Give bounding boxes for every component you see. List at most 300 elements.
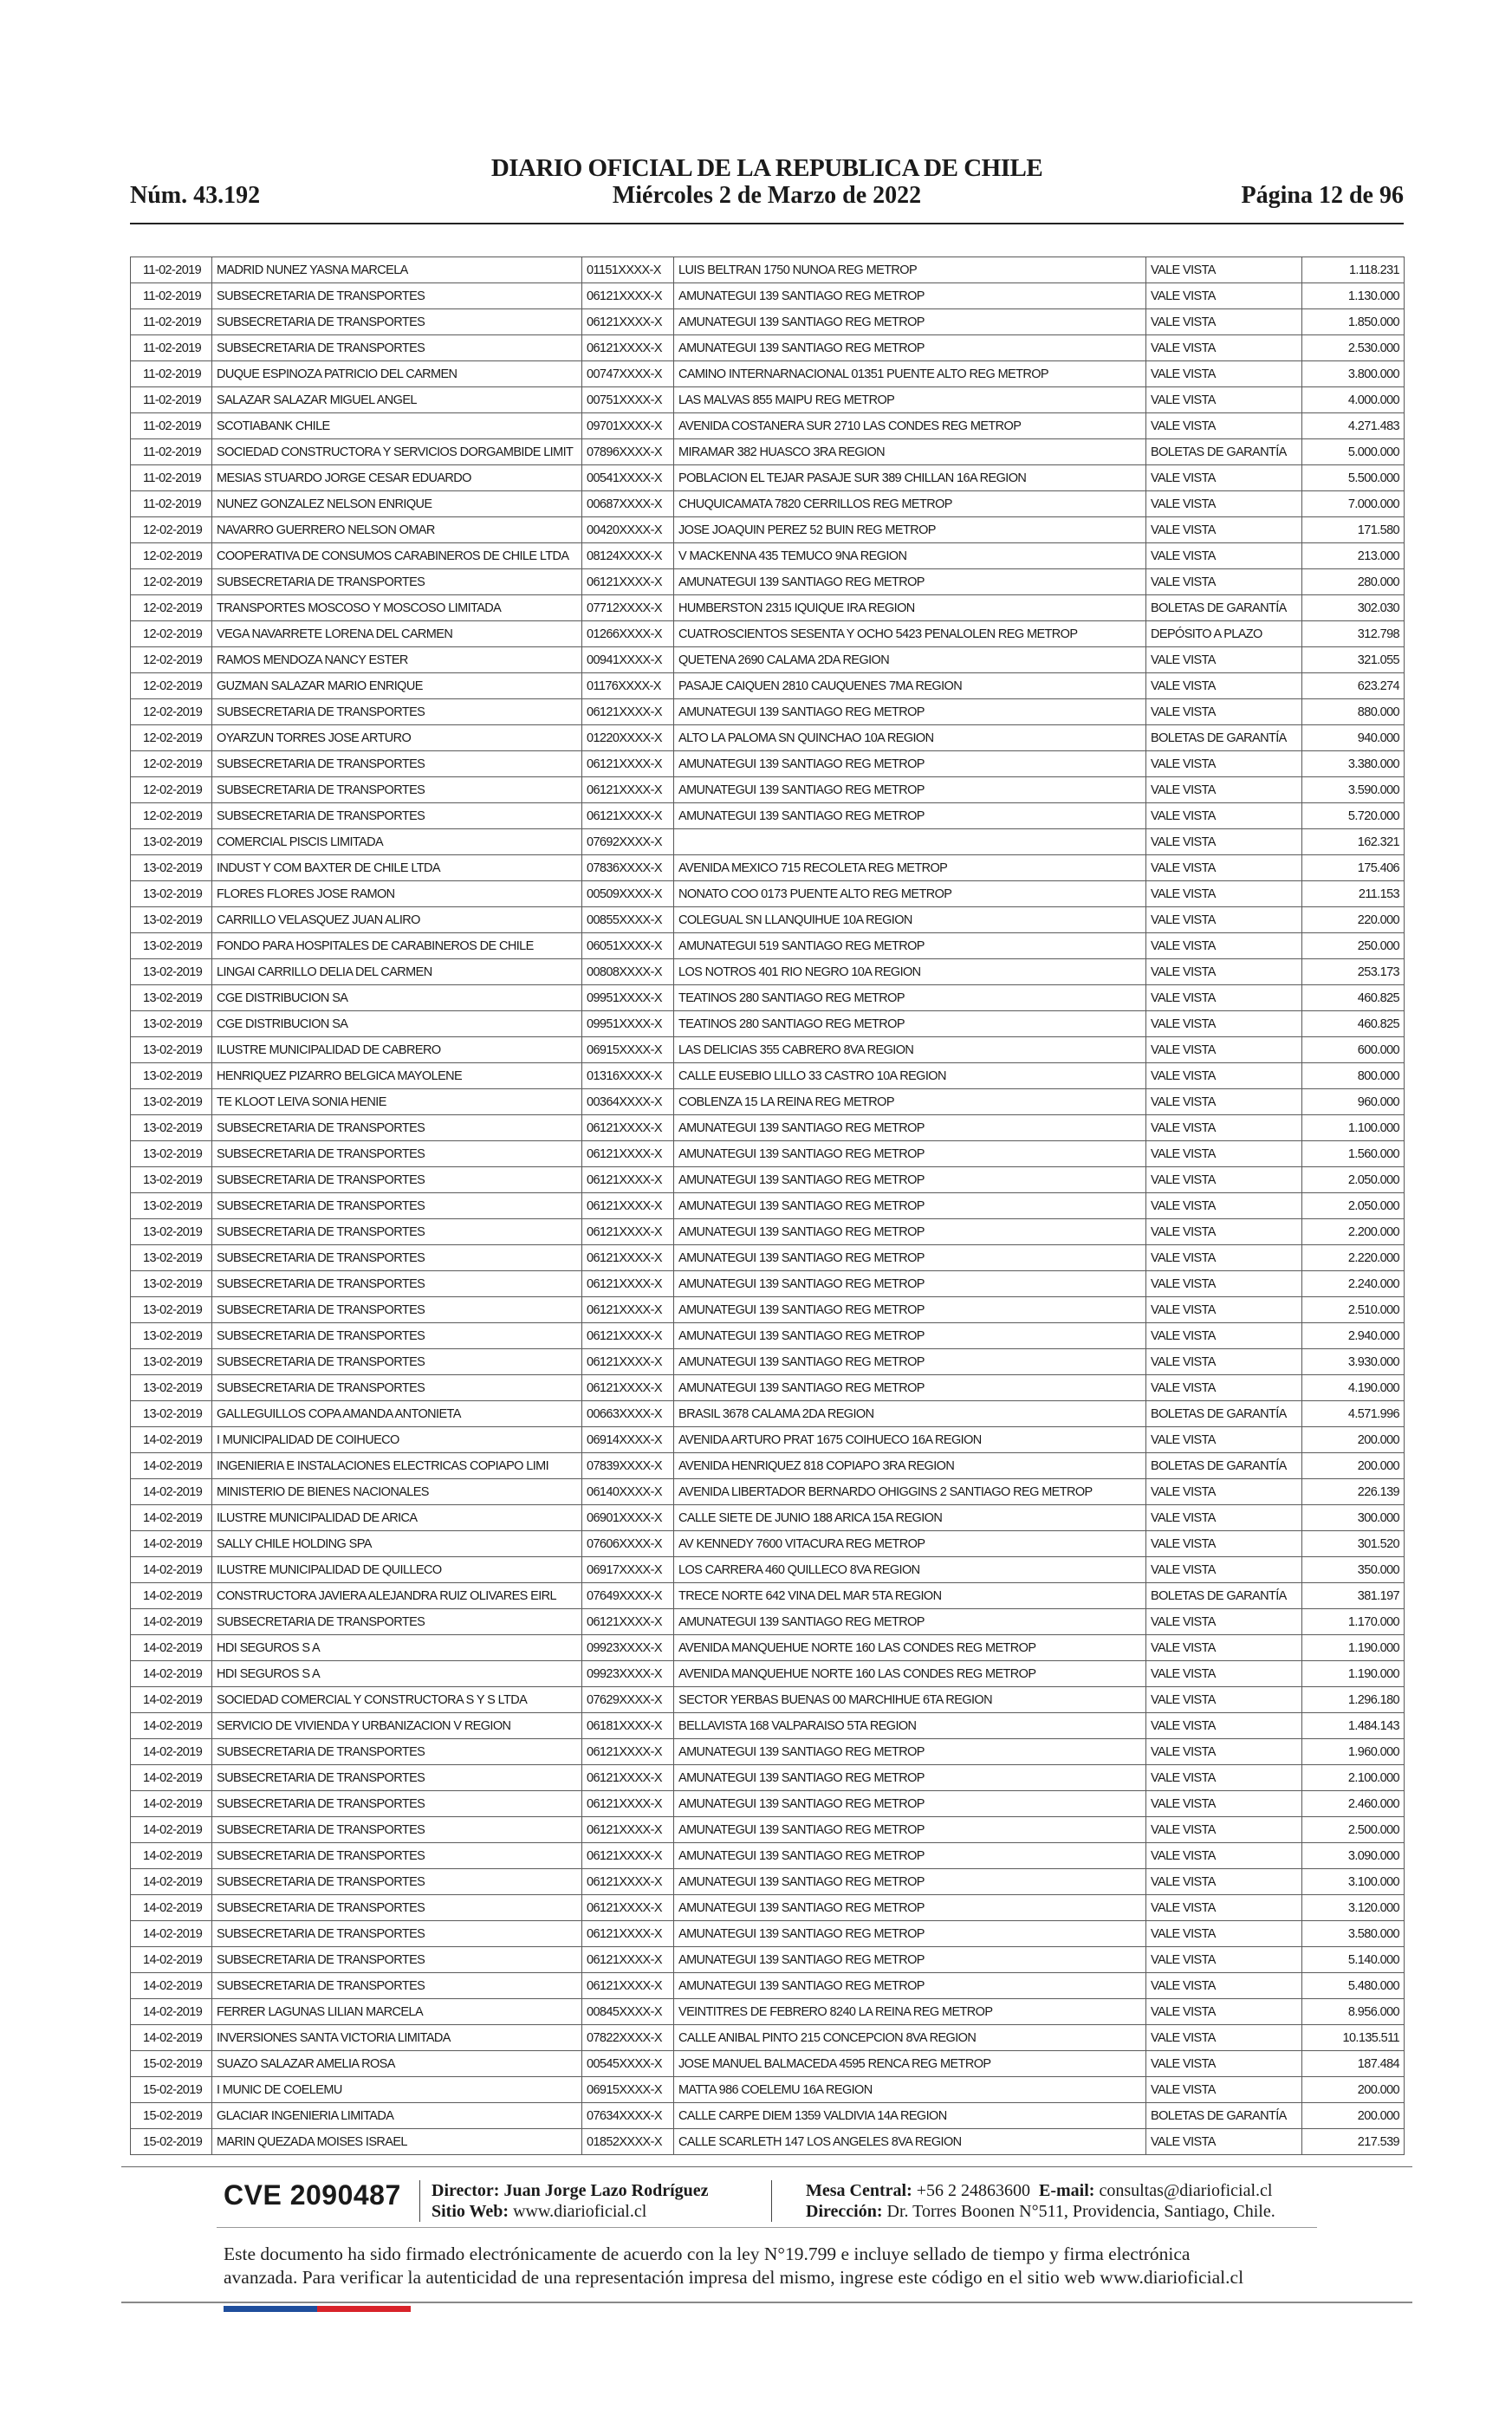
cell-address: AMUNATEGUI 139 SANTIAGO REG METROP	[674, 309, 1146, 335]
cell-address: NONATO COO 0173 PUENTE ALTO REG METROP	[674, 881, 1146, 907]
cell-name: ILUSTRE MUNICIPALIDAD DE CABRERO	[212, 1037, 582, 1063]
cell-address: CALLE ANIBAL PINTO 215 CONCEPCION 8VA REGION	[674, 2025, 1146, 2051]
cell-address: QUETENA 2690 CALAMA 2DA REGION	[674, 647, 1146, 673]
table-row	[131, 1375, 1405, 1401]
cell-name: SALAZAR SALAZAR MIGUEL ANGEL	[212, 387, 582, 413]
cell-type: VALE VISTA	[1146, 2077, 1302, 2103]
cell-type: VALE VISTA	[1146, 1921, 1302, 1947]
cell-type: VALE VISTA	[1146, 1271, 1302, 1297]
cell-rut: 07822XXXX-X	[582, 2025, 674, 2051]
cell-amount: 3.580.000	[1302, 1921, 1405, 1947]
page-number: Página 12 de 96	[1241, 182, 1404, 209]
cell-name: SCOTIABANK CHILE	[212, 413, 582, 439]
cell-date: 15-02-2019	[131, 2103, 212, 2129]
cell-name: RAMOS MENDOZA NANCY ESTER	[212, 647, 582, 673]
cell-type: VALE VISTA	[1146, 777, 1302, 803]
cell-address: PASAJE CAIQUEN 2810 CAUQUENES 7MA REGION	[674, 673, 1146, 699]
cell-address: CUATROSCIENTOS SESENTA Y OCHO 5423 PENALOLEN REG METROP	[674, 621, 1146, 647]
cell-amount: 302.030	[1302, 595, 1405, 621]
cell-date: 13-02-2019	[131, 1375, 212, 1401]
cell-type: VALE VISTA	[1146, 283, 1302, 309]
cell-rut: 01176XXXX-X	[582, 673, 674, 699]
cell-type: VALE VISTA	[1146, 1531, 1302, 1557]
table-row	[131, 465, 1405, 491]
cell-date: 12-02-2019	[131, 699, 212, 725]
cell-name: SUBSECRETARIA DE TRANSPORTES	[212, 309, 582, 335]
cell-address: AMUNATEGUI 139 SANTIAGO REG METROP	[674, 569, 1146, 595]
table-row	[131, 1505, 1405, 1531]
cell-amount: 1.296.180	[1302, 1687, 1405, 1713]
cell-amount: 5.720.000	[1302, 803, 1405, 829]
cell-date: 15-02-2019	[131, 2051, 212, 2077]
cell-date: 12-02-2019	[131, 751, 212, 777]
cell-rut: 06901XXXX-X	[582, 1505, 674, 1531]
cell-rut: 07839XXXX-X	[582, 1453, 674, 1479]
cell-type: VALE VISTA	[1146, 1609, 1302, 1635]
cell-type: BOLETAS DE GARANTÍA	[1146, 1453, 1302, 1479]
cell-rut: 06121XXXX-X	[582, 1973, 674, 1999]
cell-amount: 460.825	[1302, 1011, 1405, 1037]
cell-amount: 162.321	[1302, 829, 1405, 855]
table-row	[131, 1895, 1405, 1921]
cell-name: SUBSECRETARIA DE TRANSPORTES	[212, 699, 582, 725]
table-row	[131, 439, 1405, 465]
cell-type: VALE VISTA	[1146, 1089, 1302, 1115]
cell-amount: 226.139	[1302, 1479, 1405, 1505]
cell-amount: 1.100.000	[1302, 1115, 1405, 1141]
cell-date: 11-02-2019	[131, 387, 212, 413]
address-value: Dr. Torres Boonen N°511, Providencia, Santiago, Chile.	[886, 2202, 1275, 2221]
cell-address: AV KENNEDY 7600 VITACURA REG METROP	[674, 1531, 1146, 1557]
cell-name: SUBSECRETARIA DE TRANSPORTES	[212, 1271, 582, 1297]
cell-address: LOS NOTROS 401 RIO NEGRO 10A REGION	[674, 959, 1146, 985]
cell-address: AMUNATEGUI 139 SANTIAGO REG METROP	[674, 1609, 1146, 1635]
cell-rut: 01266XXXX-X	[582, 621, 674, 647]
cell-date: 13-02-2019	[131, 985, 212, 1011]
cell-name: SUBSECRETARIA DE TRANSPORTES	[212, 1219, 582, 1245]
cell-type: VALE VISTA	[1146, 751, 1302, 777]
cell-amount: 2.530.000	[1302, 335, 1405, 361]
cell-amount: 2.050.000	[1302, 1167, 1405, 1193]
cell-name: SUBSECRETARIA DE TRANSPORTES	[212, 1869, 582, 1895]
cell-type: VALE VISTA	[1146, 2025, 1302, 2051]
cell-address: AMUNATEGUI 519 SANTIAGO REG METROP	[674, 933, 1146, 959]
cell-rut: 00751XXXX-X	[582, 387, 674, 413]
cell-type: VALE VISTA	[1146, 1661, 1302, 1687]
cell-address: AMUNATEGUI 139 SANTIAGO REG METROP	[674, 1271, 1146, 1297]
cell-name: SUBSECRETARIA DE TRANSPORTES	[212, 1791, 582, 1817]
cell-amount: 250.000	[1302, 933, 1405, 959]
table-row	[131, 1089, 1405, 1115]
cell-date: 12-02-2019	[131, 647, 212, 673]
cell-name: HDI SEGUROS S A	[212, 1635, 582, 1661]
cell-address: LOS CARRERA 460 QUILLECO 8VA REGION	[674, 1557, 1146, 1583]
cell-rut: 06121XXXX-X	[582, 1141, 674, 1167]
cell-type: VALE VISTA	[1146, 829, 1302, 855]
cell-name: OYARZUN TORRES JOSE ARTURO	[212, 725, 582, 751]
table-row	[131, 1921, 1405, 1947]
cell-amount: 960.000	[1302, 1089, 1405, 1115]
cell-name: SERVICIO DE VIVIENDA Y URBANIZACION V REGION	[212, 1713, 582, 1739]
cell-amount: 301.520	[1302, 1531, 1405, 1557]
cell-date: 13-02-2019	[131, 1193, 212, 1219]
cell-type: VALE VISTA	[1146, 1765, 1302, 1791]
table-row	[131, 1245, 1405, 1271]
table-row	[131, 2025, 1405, 2051]
footer-divider	[217, 2227, 1317, 2228]
cell-type: VALE VISTA	[1146, 1115, 1302, 1141]
records-table	[130, 256, 1405, 2155]
cell-date: 12-02-2019	[131, 777, 212, 803]
cell-type: VALE VISTA	[1146, 543, 1302, 569]
cell-type: VALE VISTA	[1146, 361, 1302, 387]
cell-rut: 06121XXXX-X	[582, 1271, 674, 1297]
table-row	[131, 335, 1405, 361]
cell-rut: 06121XXXX-X	[582, 1297, 674, 1323]
cell-name: SUBSECRETARIA DE TRANSPORTES	[212, 777, 582, 803]
cell-address: CAMINO INTERNARNACIONAL 01351 PUENTE ALTO REG METROP	[674, 361, 1146, 387]
cell-name: NAVARRO GUERRERO NELSON OMAR	[212, 517, 582, 543]
cell-date: 14-02-2019	[131, 1869, 212, 1895]
cell-amount: 3.120.000	[1302, 1895, 1405, 1921]
cell-address: AVENIDA COSTANERA SUR 2710 LAS CONDES REG METROP	[674, 413, 1146, 439]
cell-name: SUBSECRETARIA DE TRANSPORTES	[212, 803, 582, 829]
cell-amount: 2.220.000	[1302, 1245, 1405, 1271]
cell-date: 14-02-2019	[131, 1973, 212, 1999]
cell-rut: 06915XXXX-X	[582, 2077, 674, 2103]
cell-address: MIRAMAR 382 HUASCO 3RA REGION	[674, 439, 1146, 465]
cell-type: VALE VISTA	[1146, 517, 1302, 543]
cell-type: VALE VISTA	[1146, 1817, 1302, 1843]
cell-date: 15-02-2019	[131, 2129, 212, 2155]
table-row	[131, 569, 1405, 595]
table-row	[131, 1193, 1405, 1219]
cell-rut: 06121XXXX-X	[582, 1609, 674, 1635]
cell-date: 13-02-2019	[131, 1219, 212, 1245]
cell-name: LINGAI CARRILLO DELIA DEL CARMEN	[212, 959, 582, 985]
cell-amount: 1.190.000	[1302, 1661, 1405, 1687]
cell-amount: 213.000	[1302, 543, 1405, 569]
cell-type: VALE VISTA	[1146, 985, 1302, 1011]
page-header	[130, 154, 1404, 215]
cell-address: AMUNATEGUI 139 SANTIAGO REG METROP	[674, 1947, 1146, 1973]
cell-date: 13-02-2019	[131, 1115, 212, 1141]
cell-date: 13-02-2019	[131, 1167, 212, 1193]
table-row	[131, 959, 1405, 985]
cell-name: MINISTERIO DE BIENES NACIONALES	[212, 1479, 582, 1505]
cell-rut: 09951XXXX-X	[582, 1011, 674, 1037]
cell-address: AMUNATEGUI 139 SANTIAGO REG METROP	[674, 1869, 1146, 1895]
cell-name: INDUST Y COM BAXTER DE CHILE LTDA	[212, 855, 582, 881]
cell-type: VALE VISTA	[1146, 699, 1302, 725]
masthead	[130, 154, 1404, 210]
address-label: Dirección:	[806, 2202, 883, 2221]
cell-address: MATTA 986 COELEMU 16A REGION	[674, 2077, 1146, 2103]
cell-address: AMUNATEGUI 139 SANTIAGO REG METROP	[674, 1323, 1146, 1349]
cell-address: AMUNATEGUI 139 SANTIAGO REG METROP	[674, 1245, 1146, 1271]
cell-date: 13-02-2019	[131, 855, 212, 881]
cell-address: AMUNATEGUI 139 SANTIAGO REG METROP	[674, 1297, 1146, 1323]
cell-rut: 06121XXXX-X	[582, 335, 674, 361]
table-row	[131, 2103, 1405, 2129]
cell-amount: 880.000	[1302, 699, 1405, 725]
cell-address: AVENIDA HENRIQUEZ 818 COPIAPO 3RA REGION	[674, 1453, 1146, 1479]
cell-rut: 06121XXXX-X	[582, 1895, 674, 1921]
cell-rut: 06121XXXX-X	[582, 1843, 674, 1869]
cell-rut: 07896XXXX-X	[582, 439, 674, 465]
cell-date: 13-02-2019	[131, 933, 212, 959]
cell-amount: 200.000	[1302, 1427, 1405, 1453]
cell-name: GLACIAR INGENIERIA LIMITADA	[212, 2103, 582, 2129]
footer-separator	[419, 2180, 420, 2222]
cell-type: VALE VISTA	[1146, 1141, 1302, 1167]
cell-type: BOLETAS DE GARANTÍA	[1146, 1401, 1302, 1427]
cell-rut: 08124XXXX-X	[582, 543, 674, 569]
cell-address: AMUNATEGUI 139 SANTIAGO REG METROP	[674, 1349, 1146, 1375]
cell-name: SUBSECRETARIA DE TRANSPORTES	[212, 1297, 582, 1323]
cell-address: CALLE SCARLETH 147 LOS ANGELES 8VA REGION	[674, 2129, 1146, 2155]
cell-date: 11-02-2019	[131, 491, 212, 517]
table-row	[131, 491, 1405, 517]
cell-date: 14-02-2019	[131, 1921, 212, 1947]
cell-type: VALE VISTA	[1146, 1895, 1302, 1921]
cell-address: COBLENZA 15 LA REINA REG METROP	[674, 1089, 1146, 1115]
cell-name: SUBSECRETARIA DE TRANSPORTES	[212, 283, 582, 309]
cell-address: POBLACION EL TEJAR PASAJE SUR 389 CHILLAN 16A REGION	[674, 465, 1146, 491]
cell-type: VALE VISTA	[1146, 413, 1302, 439]
cell-name: SUBSECRETARIA DE TRANSPORTES	[212, 1167, 582, 1193]
cell-amount: 2.100.000	[1302, 1765, 1405, 1791]
cell-amount: 10.135.511	[1302, 2025, 1405, 2051]
table-row	[131, 1141, 1405, 1167]
cell-rut: 01316XXXX-X	[582, 1063, 674, 1089]
cell-date: 14-02-2019	[131, 1843, 212, 1869]
cell-rut: 06121XXXX-X	[582, 1167, 674, 1193]
cell-amount: 800.000	[1302, 1063, 1405, 1089]
cell-name: SUBSECRETARIA DE TRANSPORTES	[212, 1895, 582, 1921]
legal-notice	[224, 2243, 1350, 2289]
table-row	[131, 1037, 1405, 1063]
cell-name: I MUNIC DE COELEMU	[212, 2077, 582, 2103]
cell-address: CALLE EUSEBIO LILLO 33 CASTRO 10A REGION	[674, 1063, 1146, 1089]
table-row	[131, 1817, 1405, 1843]
cell-amount: 1.960.000	[1302, 1739, 1405, 1765]
cell-address: AMUNATEGUI 139 SANTIAGO REG METROP	[674, 751, 1146, 777]
cell-name: SUBSECRETARIA DE TRANSPORTES	[212, 1323, 582, 1349]
cell-type: VALE VISTA	[1146, 855, 1302, 881]
cell-type: VALE VISTA	[1146, 1999, 1302, 2025]
cell-rut: 09701XXXX-X	[582, 413, 674, 439]
cell-amount: 2.500.000	[1302, 1817, 1405, 1843]
cell-name: SUBSECRETARIA DE TRANSPORTES	[212, 1141, 582, 1167]
cell-amount: 1.850.000	[1302, 309, 1405, 335]
cell-rut: 06121XXXX-X	[582, 1219, 674, 1245]
cell-address: AMUNATEGUI 139 SANTIAGO REG METROP	[674, 283, 1146, 309]
cell-rut: 07629XXXX-X	[582, 1687, 674, 1713]
cell-name: INVERSIONES SANTA VICTORIA LIMITADA	[212, 2025, 582, 2051]
flag-bar-red	[317, 2306, 411, 2312]
table-row	[131, 985, 1405, 1011]
cell-rut: 06121XXXX-X	[582, 777, 674, 803]
table-row	[131, 1999, 1405, 2025]
cell-rut: 09951XXXX-X	[582, 985, 674, 1011]
cell-date: 14-02-2019	[131, 1427, 212, 1453]
table-row	[131, 257, 1405, 283]
cell-date: 13-02-2019	[131, 907, 212, 933]
cell-name: TRANSPORTES MOSCOSO Y MOSCOSO LIMITADA	[212, 595, 582, 621]
cell-date: 12-02-2019	[131, 543, 212, 569]
table-row	[131, 1297, 1405, 1323]
table-row	[131, 387, 1405, 413]
table-row	[131, 673, 1405, 699]
cell-date: 14-02-2019	[131, 1479, 212, 1505]
cell-name: SUBSECRETARIA DE TRANSPORTES	[212, 1843, 582, 1869]
cell-name: COOPERATIVA DE CONSUMOS CARABINEROS DE CHILE LTDA	[212, 543, 582, 569]
cell-name: COMERCIAL PISCIS LIMITADA	[212, 829, 582, 855]
cell-date: 13-02-2019	[131, 1037, 212, 1063]
cell-name: HDI SEGUROS S A	[212, 1661, 582, 1687]
cell-address: AVENIDA LIBERTADOR BERNARDO OHIGGINS 2 SANTIAGO REG METROP	[674, 1479, 1146, 1505]
cell-type: VALE VISTA	[1146, 1739, 1302, 1765]
cell-address: AMUNATEGUI 139 SANTIAGO REG METROP	[674, 1219, 1146, 1245]
cell-type: VALE VISTA	[1146, 2129, 1302, 2155]
cell-date: 14-02-2019	[131, 1947, 212, 1973]
cell-amount: 200.000	[1302, 1453, 1405, 1479]
cell-amount: 5.500.000	[1302, 465, 1405, 491]
cell-type: VALE VISTA	[1146, 1375, 1302, 1401]
cell-name: SUBSECRETARIA DE TRANSPORTES	[212, 1921, 582, 1947]
email-link[interactable]: consultas@diarioficial.cl	[1099, 2181, 1273, 2200]
cell-type: VALE VISTA	[1146, 1713, 1302, 1739]
cell-date: 14-02-2019	[131, 1687, 212, 1713]
table-row	[131, 309, 1405, 335]
cell-rut: 06121XXXX-X	[582, 699, 674, 725]
cell-amount: 187.484	[1302, 2051, 1405, 2077]
cell-type: VALE VISTA	[1146, 647, 1302, 673]
web-link[interactable]: www.diarioficial.cl	[513, 2202, 647, 2221]
table-row	[131, 1791, 1405, 1817]
cell-address: AMUNATEGUI 139 SANTIAGO REG METROP	[674, 1739, 1146, 1765]
cell-date: 12-02-2019	[131, 621, 212, 647]
cell-type: VALE VISTA	[1146, 1947, 1302, 1973]
table-row	[131, 725, 1405, 751]
issue-date: Miércoles 2 de Marzo de 2022	[612, 182, 922, 209]
cell-date: 11-02-2019	[131, 465, 212, 491]
table-row	[131, 1271, 1405, 1297]
cell-rut: 06121XXXX-X	[582, 1375, 674, 1401]
cell-amount: 300.000	[1302, 1505, 1405, 1531]
cell-address: AMUNATEGUI 139 SANTIAGO REG METROP	[674, 1791, 1146, 1817]
cell-rut: 07836XXXX-X	[582, 855, 674, 881]
cell-type: VALE VISTA	[1146, 1505, 1302, 1531]
table-row	[131, 1323, 1405, 1349]
cell-date: 12-02-2019	[131, 517, 212, 543]
cell-name: SUBSECRETARIA DE TRANSPORTES	[212, 569, 582, 595]
cell-rut: 06121XXXX-X	[582, 1791, 674, 1817]
cell-amount: 220.000	[1302, 907, 1405, 933]
table-row	[131, 595, 1405, 621]
cell-type: VALE VISTA	[1146, 465, 1302, 491]
cell-amount: 253.173	[1302, 959, 1405, 985]
cell-amount: 4.571.996	[1302, 1401, 1405, 1427]
cell-rut: 06121XXXX-X	[582, 751, 674, 777]
table-row	[131, 413, 1405, 439]
table-row	[131, 1661, 1405, 1687]
cell-amount: 3.100.000	[1302, 1869, 1405, 1895]
cell-rut: 00364XXXX-X	[582, 1089, 674, 1115]
cell-name: SUBSECRETARIA DE TRANSPORTES	[212, 1245, 582, 1271]
cell-date: 14-02-2019	[131, 1817, 212, 1843]
cell-date: 13-02-2019	[131, 1063, 212, 1089]
cell-amount: 2.200.000	[1302, 1219, 1405, 1245]
cell-rut: 06051XXXX-X	[582, 933, 674, 959]
cell-date: 13-02-2019	[131, 1349, 212, 1375]
cell-date: 13-02-2019	[131, 1271, 212, 1297]
table-row	[131, 777, 1405, 803]
cell-rut: 00941XXXX-X	[582, 647, 674, 673]
cell-date: 11-02-2019	[131, 283, 212, 309]
cell-address: AVENIDA MANQUEHUE NORTE 160 LAS CONDES REG METROP	[674, 1635, 1146, 1661]
cell-type: VALE VISTA	[1146, 1011, 1302, 1037]
cell-rut: 06121XXXX-X	[582, 1349, 674, 1375]
cell-rut: 06121XXXX-X	[582, 803, 674, 829]
cell-address: BELLAVISTA 168 VALPARAISO 5TA REGION	[674, 1713, 1146, 1739]
table-row	[131, 1115, 1405, 1141]
cell-date: 13-02-2019	[131, 829, 212, 855]
cell-address: VEINTITRES DE FEBRERO 8240 LA REINA REG METROP	[674, 1999, 1146, 2025]
cell-rut: 06121XXXX-X	[582, 1765, 674, 1791]
cell-name: VEGA NAVARRETE LORENA DEL CARMEN	[212, 621, 582, 647]
cell-date: 14-02-2019	[131, 1713, 212, 1739]
cell-name: SUBSECRETARIA DE TRANSPORTES	[212, 1115, 582, 1141]
cell-address: TRECE NORTE 642 VINA DEL MAR 5TA REGION	[674, 1583, 1146, 1609]
email-label: E-mail:	[1039, 2181, 1095, 2200]
cell-rut: 00420XXXX-X	[582, 517, 674, 543]
cell-name: SOCIEDAD CONSTRUCTORA Y SERVICIOS DORGAMBIDE LIMIT	[212, 439, 582, 465]
cell-date: 14-02-2019	[131, 1765, 212, 1791]
cell-date: 14-02-2019	[131, 1661, 212, 1687]
table-row	[131, 1401, 1405, 1427]
cell-date: 11-02-2019	[131, 439, 212, 465]
cell-address: AMUNATEGUI 139 SANTIAGO REG METROP	[674, 1193, 1146, 1219]
table-row	[131, 1583, 1405, 1609]
cell-type: BOLETAS DE GARANTÍA	[1146, 1583, 1302, 1609]
cell-amount: 7.000.000	[1302, 491, 1405, 517]
cell-type: VALE VISTA	[1146, 673, 1302, 699]
cell-rut: 01852XXXX-X	[582, 2129, 674, 2155]
cell-date: 14-02-2019	[131, 1505, 212, 1531]
cell-amount: 280.000	[1302, 569, 1405, 595]
cell-amount: 350.000	[1302, 1557, 1405, 1583]
cell-date: 14-02-2019	[131, 1531, 212, 1557]
cell-rut: 01220XXXX-X	[582, 725, 674, 751]
cell-rut: 00855XXXX-X	[582, 907, 674, 933]
flag-bar-blue	[224, 2306, 317, 2312]
footer-rule	[121, 2166, 1412, 2167]
cell-type: VALE VISTA	[1146, 257, 1302, 283]
cell-name: SUBSECRETARIA DE TRANSPORTES	[212, 1375, 582, 1401]
table-row	[131, 1349, 1405, 1375]
cell-amount: 200.000	[1302, 2103, 1405, 2129]
table-row	[131, 1063, 1405, 1089]
cell-address: CALLE SIETE DE JUNIO 188 ARICA 15A REGION	[674, 1505, 1146, 1531]
cell-type: VALE VISTA	[1146, 569, 1302, 595]
cell-date: 11-02-2019	[131, 257, 212, 283]
cell-rut: 01151XXXX-X	[582, 257, 674, 283]
cell-name: SUBSECRETARIA DE TRANSPORTES	[212, 751, 582, 777]
cell-name: HENRIQUEZ PIZARRO BELGICA MAYOLENE	[212, 1063, 582, 1089]
cell-address: SECTOR YERBAS BUENAS 00 MARCHIHUE 6TA REGION	[674, 1687, 1146, 1713]
